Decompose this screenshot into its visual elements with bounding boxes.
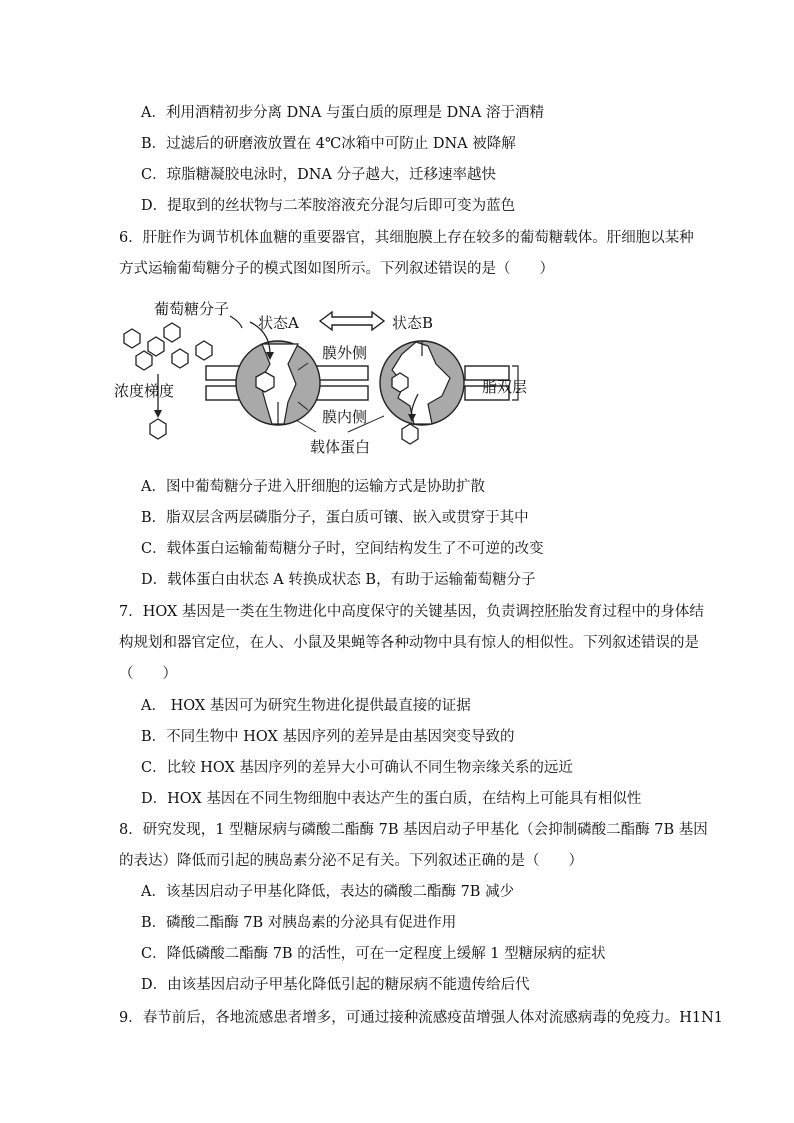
state-a-label: 状态A <box>258 314 299 332</box>
state-switch-arrow <box>320 312 384 330</box>
q6-stem-line2: 方式运输葡萄糖分子的模式图如图所示。下列叙述错误的是（ ） <box>119 261 554 277</box>
glucose-in-carrier-icon <box>256 372 274 392</box>
glucose-inside-right-icon <box>402 424 418 444</box>
outside-membrane-label: 膜外侧 <box>322 344 368 362</box>
q7-stem-line3: （ ） <box>119 666 177 682</box>
carrier-protein-label: 载体蛋白 <box>310 438 371 456</box>
q8-option-d: D．由该基因启动子甲基化降低引起的糖尿病不能遗传给后代 <box>141 977 530 993</box>
q8-option-c: C．降低磷酸二酯酶 7B 的活性，可在一定程度上缓解 1 型糖尿病的症状 <box>141 946 606 962</box>
gradient-arrowhead <box>154 410 162 418</box>
q7-option-a: A． HOX 基因可为研究生物进化提供最直接的证据 <box>141 698 471 714</box>
q7-stem-line2: 构规划和器官定位，在人、小鼠及果蝇等各种动物中具有惊人的相似性。下列叙述错误的是 <box>119 635 699 651</box>
q7-option-c: C．比较 HOX 基因序列的差异大小可确认不同生物亲缘关系的远近 <box>141 760 573 776</box>
q6-option-b: B．脂双层含两层磷脂分子，蛋白质可镶、嵌入或贯穿于其中 <box>141 510 529 526</box>
glucose-in-carrier-b-icon <box>392 373 408 392</box>
carrier-label-pointer-left <box>296 420 316 432</box>
glucose-label-pointer <box>230 316 242 328</box>
q6-stem-line1: 6．肝脏作为调节机体血糖的重要器官，其细胞膜上存在较多的葡萄糖载体。肝细胞以某种 <box>119 230 694 246</box>
q5-option-a: A．利用酒精初步分离 DNA 与蛋白质的原理是 DNA 溶于酒精 <box>141 105 544 121</box>
carrier-protein-state-a <box>236 341 320 425</box>
q8-option-b: B．磷酸二酯酶 7B 对胰岛素的分泌具有促进作用 <box>141 915 457 931</box>
transport-diagram <box>110 292 560 462</box>
state-b-label: 状态B <box>392 314 434 332</box>
q7-option-d: D．HOX 基因在不同生物细胞中表达产生的蛋白质，在结构上可能具有相似性 <box>141 791 642 807</box>
q7-stem-line1: 7．HOX 基因是一类在生物进化中高度保守的关键基因，负责调控胚胎发育过程中的身体结 <box>119 604 704 620</box>
q8-stem-line2: 的表达）降低而引起的胰岛素分泌不足有关。下列叙述正确的是（ ） <box>119 853 583 869</box>
glucose-molecules-outside <box>124 323 212 370</box>
glucose-label: 葡萄糖分子 <box>154 300 230 318</box>
q8-option-a: A．该基因启动子甲基化降低，表达的磷酸二酯酶 7B 减少 <box>141 884 515 900</box>
q8-stem-line1: 8．研究发现，1 型糖尿病与磷酸二酯酶 7B 基因启动子甲基化（会抑制磷酸二酯酶 7B 基因 <box>119 822 708 838</box>
q5-option-b: B．过滤后的研磨液放置在 4℃冰箱中可防止 DNA 被降解 <box>141 136 516 152</box>
inside-membrane-label: 膜内侧 <box>322 408 368 426</box>
q6-option-c: C．载体蛋白运输葡萄糖分子时，空间结构发生了不可逆的改变 <box>141 541 544 557</box>
q6-option-a: A．图中葡萄糖分子进入肝细胞的运输方式是协助扩散 <box>141 479 485 495</box>
q7-option-b: B．不同生物中 HOX 基因序列的差异是由基因突变导致的 <box>141 729 515 745</box>
q5-option-c: C．琼脂糖凝胶电泳时，DNA 分子越大，迁移速率越快 <box>141 167 496 183</box>
lipid-bilayer-label: 脂双层 <box>482 378 528 396</box>
concentration-gradient-label: 浓度梯度 <box>114 382 175 400</box>
q9-stem-line1: 9．春节前后，各地流感患者增多，可通过接种流感疫苗增强人体对流感病毒的免疫力。H1N1 <box>119 1010 724 1026</box>
q6-option-d: D．载体蛋白由状态 A 转换成状态 B，有助于运输葡萄糖分子 <box>141 572 536 588</box>
glucose-inside-left-icon <box>150 419 166 439</box>
q5-option-d: D．提取到的丝状物与二苯胺溶液充分混匀后即可变为蓝色 <box>141 198 516 214</box>
